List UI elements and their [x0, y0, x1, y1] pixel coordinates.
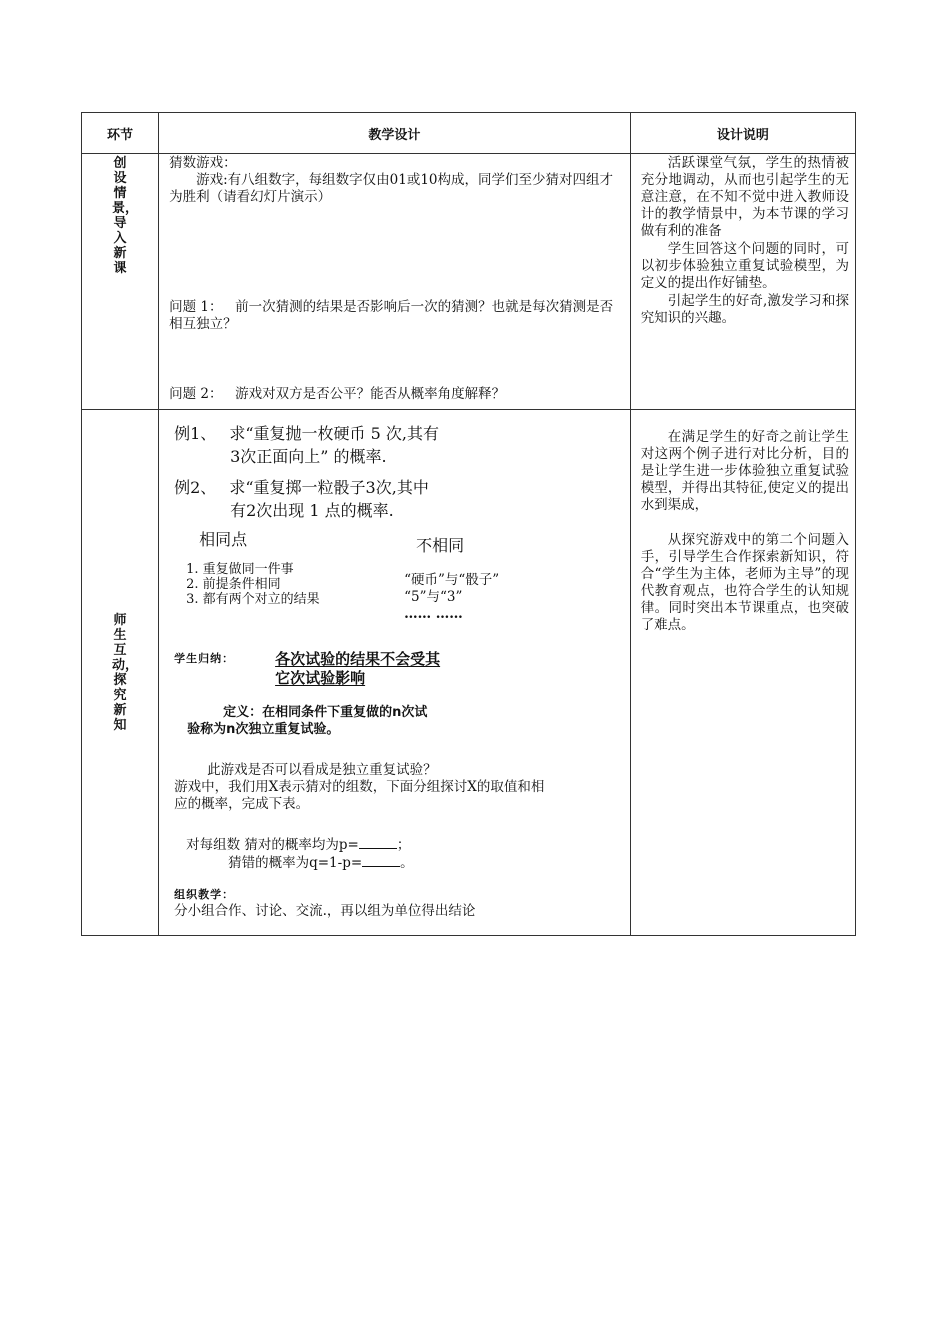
stage-cell-intro: [82, 154, 159, 410]
example-2-label: 例2、: [174, 478, 217, 497]
definition: [187, 704, 427, 738]
probability-wrong-end: 。: [400, 855, 414, 871]
row-explore: [82, 410, 856, 936]
same-point: 2. 前提条件相同: [186, 577, 281, 592]
summary-label: 学生归纳：: [174, 652, 235, 665]
lesson-plan-table: [81, 112, 856, 936]
question-1: [169, 299, 624, 333]
note-intro-2: 学生回答这个问题的同时，可以初步体验独立重复试验模型，为定义的提出作好铺垫。: [640, 241, 849, 291]
probability-right-text: 对每组数 猜对的概率均为p=: [186, 837, 359, 853]
header-stage: 环节: [82, 113, 159, 154]
summary-text-line2: 它次试验影响: [275, 669, 366, 687]
organization-text: 分小组合作、讨论、交流.，再以组为单位得出结论: [174, 903, 476, 919]
answer-blank-p[interactable]: [359, 836, 397, 849]
probability-block: [186, 836, 606, 872]
definition-line1: 定义：在相同条件下重复做的n次试: [223, 705, 428, 720]
note-explore-2: 从探究游戏中的第二个问题入手，引导学生合作探索新知识，符合“学生为主体，老师为主导”的现代教育观点，也符合学生的认知规律。同时突出本节课重点，也突破了难点。: [640, 532, 849, 633]
analysis-question: 此游戏是否可以看成是独立重复试验？: [207, 762, 437, 778]
design-cell-explore: [159, 410, 631, 936]
row-intro: [82, 154, 856, 410]
stage-label-intro: 创设情景，导入新课: [112, 156, 139, 276]
game-description: 游戏:有八组数字，每组数字仅由01或10构成，同学们至少猜对四组才为胜利（请看幻灯片演示）: [169, 172, 613, 205]
example-2-line2: 有2次出现 1 点的概率.: [230, 501, 394, 520]
differences-title: 不相同: [416, 536, 465, 555]
example-1-line2: 3次正面向上” 的概率.: [230, 447, 387, 466]
same-points-title: 相同点: [199, 530, 248, 549]
probability-right-end: ；: [396, 837, 411, 853]
difference: “硬币”与“骰子”: [404, 572, 500, 588]
summary-text-line1: 各次试验的结果不会受其: [275, 650, 441, 668]
example-1-label: 例1、: [174, 424, 217, 443]
question-2: [169, 386, 624, 403]
same-point: 1. 重复做同一件事: [186, 562, 294, 577]
definition-line2: 验称为n次独立重复试验。: [187, 722, 340, 737]
game-title: 猜数游戏：: [169, 155, 237, 171]
stage-cell-explore: [82, 410, 159, 936]
difference: “5”与“3”: [404, 589, 463, 605]
example-1: [174, 422, 614, 468]
analysis-explain: 游戏中，我们用X表示猜对的组数，下面分组探讨X的取值和相应的概率，完成下表。: [174, 779, 545, 812]
same-point: 3. 都有两个对立的结果: [186, 592, 320, 607]
probability-wrong-text: 猜错的概率为q=1-p=: [228, 855, 363, 871]
question-2-text: 游戏对双方是否公平？能否从概率角度解释？: [235, 386, 506, 402]
question-1-label: 问题 1：: [169, 299, 223, 315]
notes-cell-explore: [630, 410, 855, 936]
answer-blank-q[interactable]: [362, 854, 400, 867]
differences-list: [404, 572, 499, 623]
design-cell-intro: [159, 154, 631, 410]
notes-cell-intro: [630, 154, 855, 410]
note-intro-3: 引起学生的好奇,激发学习和探究知识的兴趣。: [640, 293, 849, 326]
question-1-text: 前一次猜测的结果是否影响后一次的猜测？也就是每次猜测是否相互独立？: [169, 299, 614, 332]
note-explore-1: 在满足学生的好奇之前让学生对这两个例子进行对比分析，目的是让学生进一步体验独立重复试验模型，并得出其特征,使定义的提出水到渠成，: [640, 429, 849, 513]
probability-wrong: [186, 854, 606, 872]
note-intro-1: 活跃课堂气氛，学生的热情被充分地调动，从而也引起学生的无意注意，在不知不觉中进入教师设计的教学情景中，为本节课的学习做有利的准备: [640, 155, 849, 239]
header-row: [82, 113, 856, 154]
organization-label: 组织教学：: [174, 888, 235, 901]
header-design: 教学设计: [159, 113, 631, 154]
stage-label-explore: 师生互动，探究新知: [112, 612, 139, 733]
example-2-line1: 求“重复掷一粒骰子3次,其中: [229, 478, 429, 497]
example-2: [174, 476, 614, 522]
example-1-line1: 求“重复抛一枚硬币 5 次,其有: [229, 424, 439, 443]
summary-text: [275, 650, 440, 688]
header-notes: 设计说明: [630, 113, 855, 154]
game-analysis: [174, 762, 554, 813]
difference: …… ……: [404, 606, 463, 622]
probability-right: [186, 836, 606, 854]
same-points-list: [186, 562, 320, 607]
question-2-label: 问题 2：: [169, 386, 223, 402]
